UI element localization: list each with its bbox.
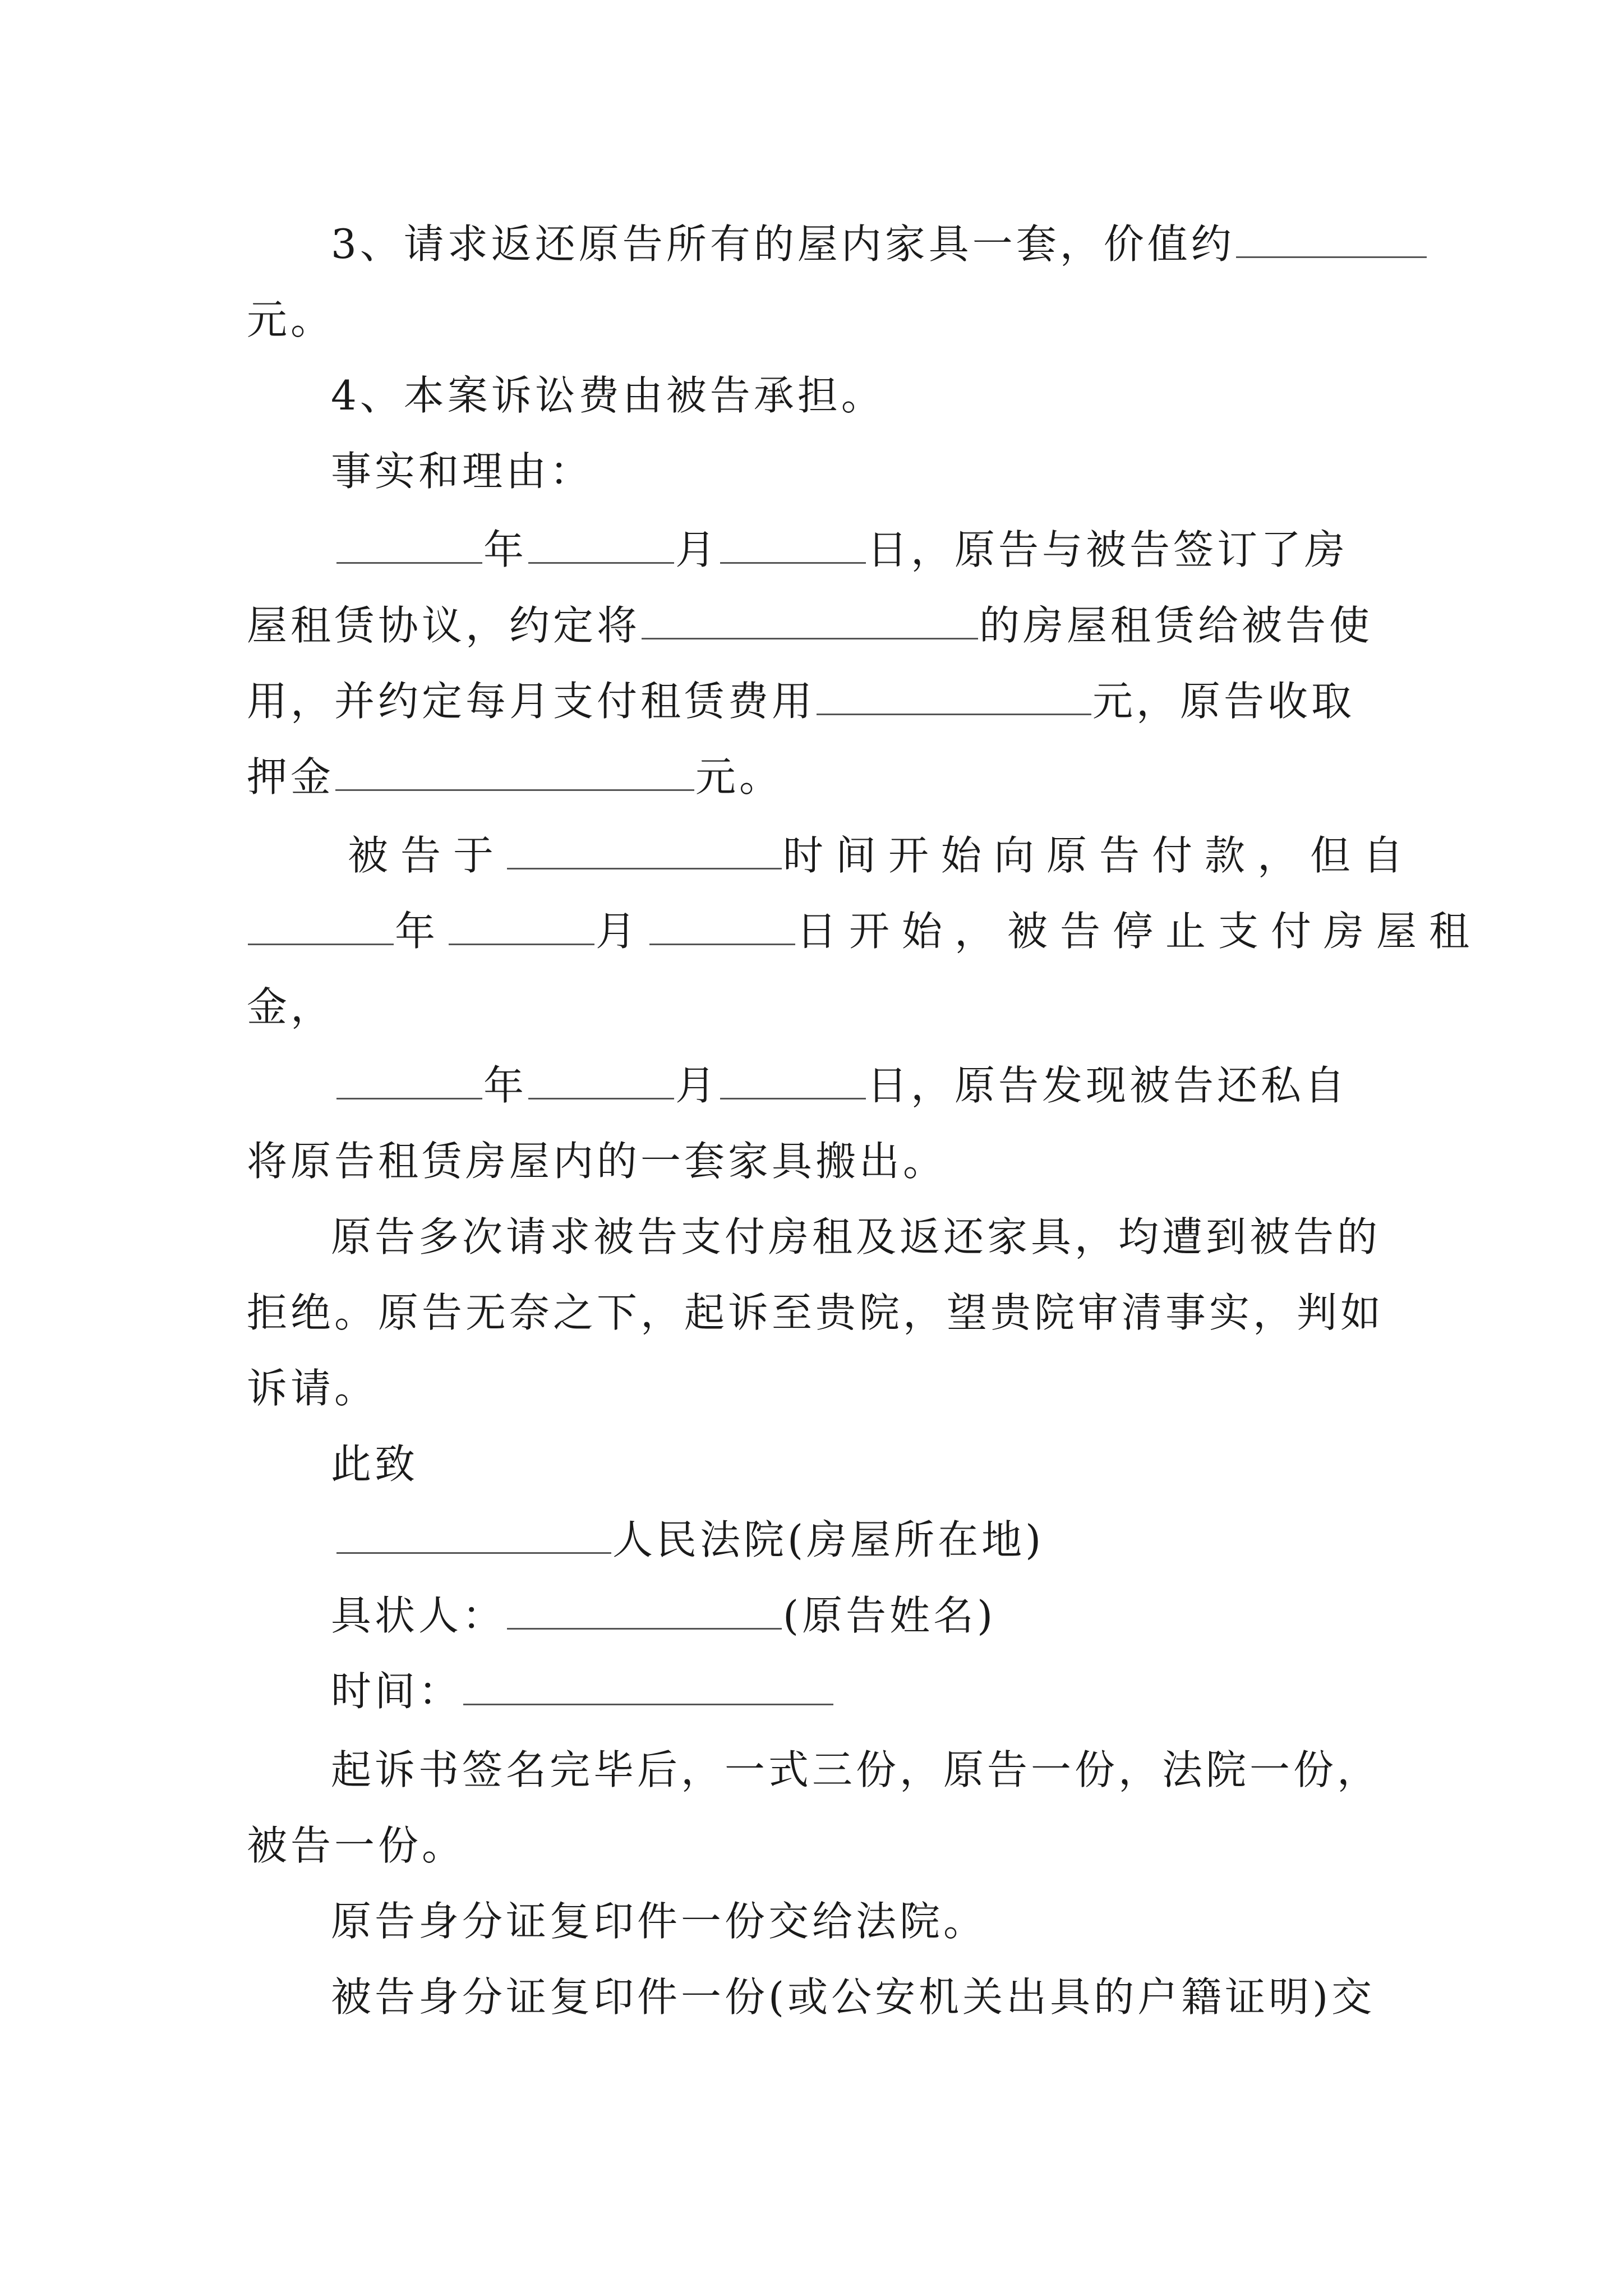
furniture-value-blank (1236, 256, 1427, 258)
monthly-rent-blank (817, 714, 1091, 715)
date-blank (463, 1704, 833, 1705)
payment-stop-text: 日开始，被告停止支付房屋租 (796, 908, 1482, 955)
deposit-line (247, 749, 783, 805)
plaintiff-note: (原告姓名) (783, 1592, 997, 1639)
date-label: 时间： (331, 1668, 463, 1715)
month-label: 月 (675, 1062, 720, 1109)
defendant-id-line: 被告身分证复印件一份(或公安机关出具的户籍证明)交 (331, 1973, 1376, 2021)
court-line (335, 1512, 1044, 1568)
plaintiff-name-blank (507, 1628, 782, 1630)
plaintiff-signature-line (331, 1588, 996, 1644)
facts-heading: 事实和理由： (331, 448, 594, 495)
furniture-month-blank (528, 1098, 674, 1099)
claim-4-line: 4、本案诉讼费由被告承担。 (331, 372, 885, 419)
furniture-date-line (335, 1057, 1348, 1114)
claim-3-text: 3、请求返还原告所有的屋内家具一套，价值约 (331, 220, 1235, 268)
payment-start-blank (507, 868, 782, 869)
lease-agreement-line (247, 597, 1373, 654)
payment-stop-end: 金， (247, 983, 335, 1030)
copies-line-1: 起诉书签名完毕后，一式三份，原告一份，法院一份， (331, 1746, 1381, 1793)
payment-stop-line (247, 903, 1482, 959)
furniture-day-blank (720, 1098, 866, 1099)
rent-line (247, 673, 1355, 729)
lease-date-text: 日，原告与被告签订了房 (867, 526, 1349, 573)
year-label: 年 (483, 1062, 528, 1109)
payment-start-text-2: 时间开始向原告付款，但自 (783, 832, 1416, 879)
court-text: 人民法院(房屋所在地) (612, 1516, 1045, 1563)
lease-month-blank (528, 562, 674, 564)
rent-text: 用，并约定每月支付租赁费用 (247, 678, 816, 725)
property-address-blank (642, 638, 978, 639)
claim-3-line (331, 216, 1428, 272)
furniture-date-text: 日，原告发现被告还私自 (867, 1062, 1349, 1109)
furniture-removed-line: 将原告租赁房屋内的一套家具搬出。 (247, 1138, 947, 1185)
demand-line-2: 拒绝。原告无奈之下，起诉至贵院，望贵院审清事实，判如 (247, 1289, 1385, 1336)
lease-agreement-text: 屋租赁协议，约定将 (247, 602, 641, 649)
date-signature-line (331, 1663, 834, 1719)
lease-day-blank (720, 562, 866, 564)
demand-line-1: 原告多次请求被告支付房租及返还家具，均遭到被告的 (331, 1213, 1381, 1260)
payment-start-line (348, 827, 1415, 884)
payment-start-text: 被告于 (348, 832, 506, 879)
plaintiff-id-line: 原告身分证复印件一份交给法院。 (331, 1898, 988, 1945)
lease-agreement-text-2: 的房屋租赁给被告使 (979, 602, 1373, 649)
month-label: 月 (675, 526, 720, 573)
furniture-year-blank (336, 1098, 482, 1099)
rent-text-2: 元，原告收取 (1092, 678, 1355, 725)
copies-line-2: 被告一份。 (247, 1822, 466, 1869)
stop-day-blank (649, 944, 795, 945)
month-label: 月 (596, 908, 649, 955)
year-label: 年 (483, 526, 528, 573)
court-name-blank (336, 1552, 611, 1554)
stop-month-blank (449, 944, 594, 945)
deposit-text: 押金 (247, 753, 335, 800)
lease-year-blank (336, 562, 482, 564)
claim-3-unit: 元。 (247, 296, 335, 343)
year-label: 年 (395, 908, 448, 955)
deposit-blank (335, 789, 694, 791)
demand-line-3: 诉请。 (247, 1365, 379, 1412)
salutation: 此致 (331, 1441, 419, 1488)
stop-year-blank (248, 944, 394, 945)
lease-date-line (335, 522, 1348, 578)
deposit-unit: 元。 (695, 753, 783, 800)
plaintiff-label: 具状人： (331, 1592, 506, 1639)
